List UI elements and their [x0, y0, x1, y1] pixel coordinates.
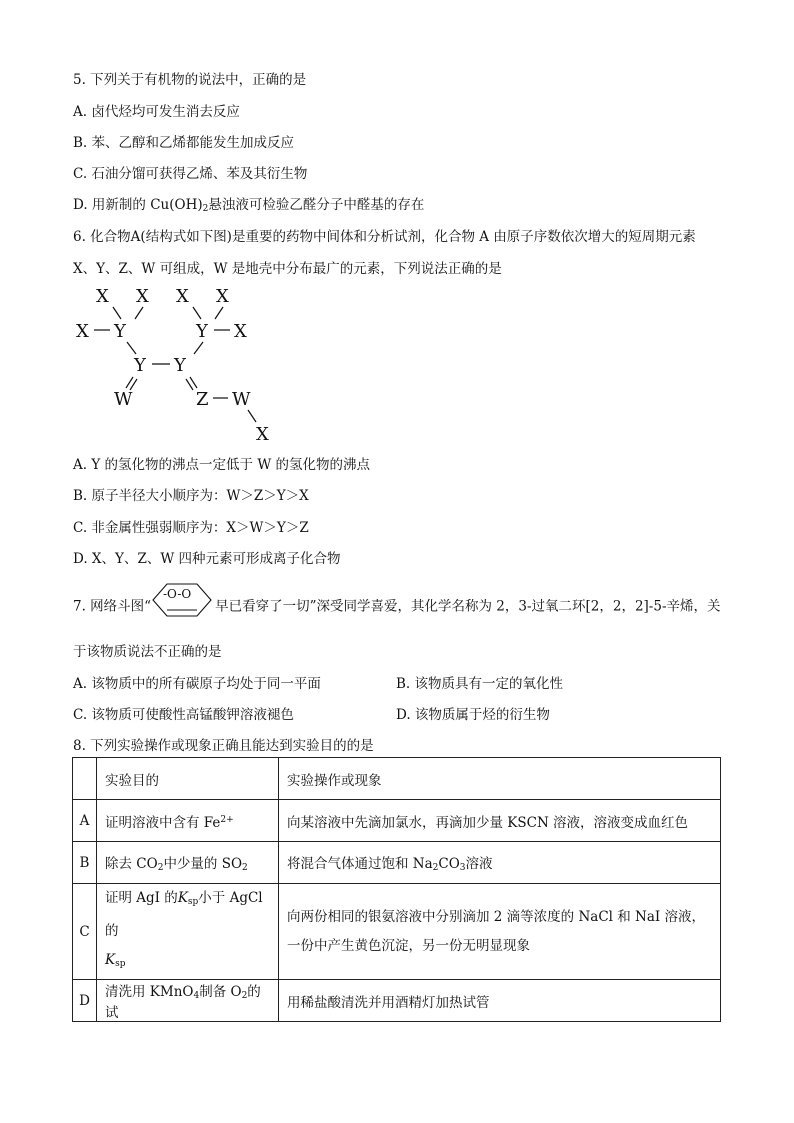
q6-stem-line2: X、Y、Z、W 可组成，W 是地壳中分布最广的元素，下列说法正确的是	[73, 261, 502, 277]
row-operation: 将混合气体通过饱和 $Na_2CO_3$溶液	[279, 842, 721, 884]
q6-option-c: C. 非金属性强弱顺序为：X＞W＞Y＞Z	[73, 520, 309, 536]
svg-text:Y: Y	[196, 321, 208, 342]
q8-stem: 8. 下列实验操作或现象正确且能达到实验目的的是	[73, 738, 374, 754]
svg-text:X: X	[96, 286, 109, 307]
q5-option-d: D. 用新制的 $Cu(OH)_2$悬浊液可检验乙醛分子中醛基的存在	[73, 197, 425, 214]
svg-text:W: W	[232, 389, 251, 410]
row-purpose: 证明 AgI 的$K_{sp}$小于 AgCl 的 $K_{sp}$	[97, 884, 279, 980]
row-operation: 向某溶液中先滴加氯水，再滴加少量 KSCN 溶液，溶液变成血红色	[279, 800, 721, 842]
svg-text:-O-O: -O-O	[163, 587, 192, 601]
svg-text:X: X	[256, 424, 269, 445]
q5-stem: 5. 下列关于有机物的说法中，正确的是	[73, 72, 307, 88]
experiment-table	[72, 757, 721, 1022]
svg-text:X: X	[76, 321, 89, 342]
q6-option-b: B. 原子半径大小顺序为：W＞Z＞Y＞X	[73, 488, 309, 504]
svg-text:X: X	[234, 321, 247, 342]
table-row	[73, 980, 721, 1022]
compound-a-structure	[70, 283, 270, 448]
q6-option-d: D. X、Y、Z、W 四种元素可形成离子化合物	[73, 551, 341, 567]
q6-stem-line1: 6. 化合物A(结构式如下图)是重要的药物中间体和分析试剂，化合物 A 由原子序数依次增大的短周期元素	[73, 229, 696, 245]
svg-text:Y: Y	[114, 321, 126, 342]
row-purpose: 证明溶液中含有 $Fe^{2+}$	[97, 800, 279, 842]
table-row	[73, 884, 721, 980]
q7-stem-line2: 于该物质说法不正确的是	[73, 644, 222, 660]
svg-text:Z: Z	[196, 389, 209, 410]
q6-option-a: A. Y 的氢化物的沸点一定低于 W 的氢化物的沸点	[73, 457, 370, 473]
row-purpose: 除去 $CO_2$中少量的 $SO_2$	[97, 842, 279, 884]
svg-text:Y: Y	[174, 355, 186, 376]
q7-option-a: A. 该物质中的所有碳原子均处于同一平面	[73, 676, 321, 692]
svg-text:Y: Y	[134, 355, 146, 376]
svg-text:W: W	[114, 389, 133, 410]
header-blank-cell	[73, 758, 97, 800]
row-label: B	[73, 842, 97, 884]
q7-option-d: D. 该物质属于烃的衍生物	[396, 707, 550, 723]
svg-text:X: X	[136, 286, 149, 307]
row-operation: 用稀盐酸清洗并用酒精灯加热试管	[279, 980, 721, 1022]
q7-option-b: B. 该物质具有一定的氧化性	[396, 676, 564, 692]
svg-text:X: X	[176, 286, 189, 307]
row-label: D	[73, 980, 97, 1022]
svg-text:X: X	[216, 286, 229, 307]
table-header-row	[73, 758, 721, 800]
header-operation: 实验操作或现象	[279, 758, 721, 800]
q5-option-b: B. 苯、乙醇和乙烯都能发生加成反应	[73, 135, 295, 151]
q5-option-a: A. 卤代烃均可发生消去反应	[73, 104, 240, 120]
q5-option-c: C. 石油分馏可获得乙烯、苯及其衍生物	[73, 166, 308, 182]
q7-option-c: C. 该物质可使酸性高锰酸钾溶液褪色	[73, 707, 294, 723]
header-purpose: 实验目的	[97, 758, 279, 800]
table-row	[73, 842, 721, 884]
peroxide-ring-structure	[151, 580, 213, 620]
q7-stem-line1: 7. 网络斗图“ -O-O 早已看穿了一切”深受同学喜爱，其化学名称为 2，3-过氧二环[2，2，2]-5-辛烯，关	[73, 594, 721, 620]
row-label: A	[73, 800, 97, 842]
table-row	[73, 800, 721, 842]
row-label: C	[73, 884, 97, 980]
row-operation: 向两份相同的银氨溶液中分别滴加 2 滴等浓度的 NaCl 和 NaI 溶液， 一份中产生黄色沉淀，另一份无明显现象	[279, 884, 721, 980]
row-purpose: 清洗用 KMnO$_4$制备 $O_2$的试	[97, 980, 279, 1022]
